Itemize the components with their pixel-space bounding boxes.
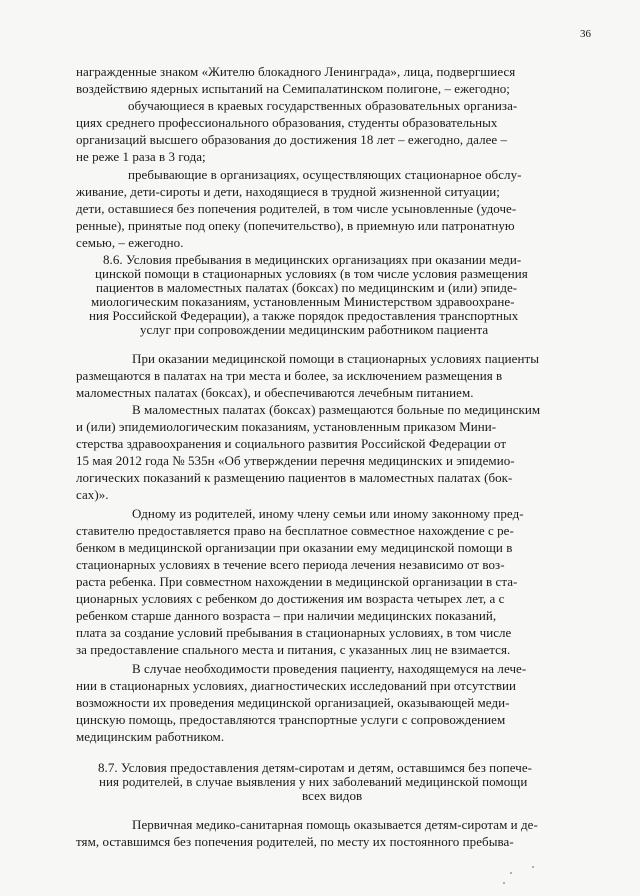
text-line: цинскую помощь, предоставляются транспортные услуги с сопровождением: [76, 712, 506, 727]
text-line: В маломестных палатах (боксах) размещаются больные по медицинским: [132, 402, 541, 417]
text-line: медицинским работником.: [76, 729, 225, 744]
text-line: награжденные знаком «Жителю блокадного Ленинграда», лица, подвергшиеся: [76, 64, 516, 79]
text-line: Первичная медико-санитарная помощь оказывается детям-сиротам и де-: [132, 817, 538, 832]
text-line: обучающиеся в краевых государственных образовательных организа-: [128, 98, 518, 113]
text-line: семью, – ежегодно.: [76, 235, 184, 250]
text-line: воздействию ядерных испытаний на Семипалатинском полигоне, – ежегодно;: [76, 81, 510, 96]
text-line: ренные), принятые под опеку (попечительство), в приемную или патронатную: [76, 218, 515, 233]
section-heading-8-6: цинской помощи в стационарных условиях (в том числе условия размещения: [95, 266, 528, 281]
scan-speck: [510, 872, 512, 874]
section-heading-8-7: всех видов: [302, 788, 363, 803]
text-line: 15 мая 2012 года № 535н «Об утверждении перечня медицинских и эпидемио-: [76, 453, 515, 468]
text-line: не реже 1 раза в 3 года;: [76, 149, 206, 164]
section-heading-8-6: миологическим показаниям, установленным Министерством здравоохране-: [91, 294, 515, 309]
text-line: стационарных условиях в течение всего периода лечения независимо от воз-: [76, 557, 505, 572]
text-line: организаций высшего образования до достижения 18 лет – ежегодно, далее –: [76, 132, 508, 147]
text-line: При оказании медицинской помощи в стационарных условиях пациенты: [132, 351, 539, 366]
text-line: логических показаний к размещению пациентов в маломестных палатах (бок-: [76, 470, 513, 485]
scan-speck: [532, 866, 534, 868]
text-line: сах)».: [76, 487, 109, 502]
section-heading-8-7: 8.7. Условия предоставления детям-сиротам и детям, оставшимся без попече-: [98, 760, 533, 775]
section-heading-8-7: ния родителей, в случае выявления у них заболеваний медицинской помощи: [99, 774, 528, 789]
text-line: ционарных условиях с ребенком до достижения им возраста четырех лет, а с: [76, 591, 505, 606]
section-heading-8-6: пациентов в маломестных палатах (боксах) по медицинским и (или) эпиде-: [96, 280, 518, 295]
text-line: бенком в медицинской организации при оказании ему медицинской помощи в: [76, 540, 513, 555]
text-line: и (или) эпидемиологическим показаниям, установленным приказом Мини-: [76, 419, 497, 434]
text-line: размещаются в палатах на три места и более, за исключением размещения в: [76, 368, 503, 383]
text-line: Одному из родителей, иному члену семьи или иному законному пред-: [132, 506, 524, 521]
text-line: маломестных палатах (боксах), и обеспечиваются лечебным питанием.: [76, 385, 474, 400]
text-line: пребывающие в организациях, осуществляющих стационарное обслу-: [128, 167, 522, 182]
text-line: плата за создание условий пребывания в стационарных условиях, в том числе: [76, 625, 512, 640]
text-line: нии в стационарных условиях, диагностических исследований при отсутствии: [76, 678, 517, 693]
scan-speck: [503, 882, 505, 884]
text-line: за предоставление спального места и питания, с указанных лиц не взимается.: [76, 642, 511, 657]
text-line: циях среднего профессионального образования, студенты образовательных: [76, 115, 498, 130]
text-line: ставителю предоставляется право на бесплатное совместное нахождение с ре-: [76, 523, 514, 538]
text-line: живание, дети-сироты и дети, находящиеся в трудной жизненной ситуации;: [76, 184, 500, 199]
text-line: раста ребенка. При совместном нахождении в медицинской организации в ста-: [76, 574, 518, 589]
section-heading-8-6: услуг при сопровождении медицинским работником пациента: [140, 322, 489, 337]
text-line: возможности их проведения медицинской организацией, оказывающей меди-: [76, 695, 510, 710]
text-line: тям, оставшимся без попечения родителей, по месту их постоянного пребыва-: [76, 834, 514, 849]
text-line: В случае необходимости проведения пациенту, находящемуся на лече-: [132, 661, 527, 676]
section-heading-8-6: ния Российской Федерации), а также порядок предоставления транспортных: [89, 308, 519, 323]
page-number: 36: [580, 28, 591, 40]
text-line: ребенком старше данного возраста – при наличии медицинских показаний,: [76, 608, 497, 623]
section-heading-8-6: 8.6. Условия пребывания в медицинских организациях при оказании меди-: [103, 252, 522, 267]
text-line: дети, оставшиеся без попечения родителей, в том числе усыновленные (удоче-: [76, 201, 517, 216]
text-line: стерства здравоохранения и социального развития Российской Федерации от: [76, 436, 507, 451]
